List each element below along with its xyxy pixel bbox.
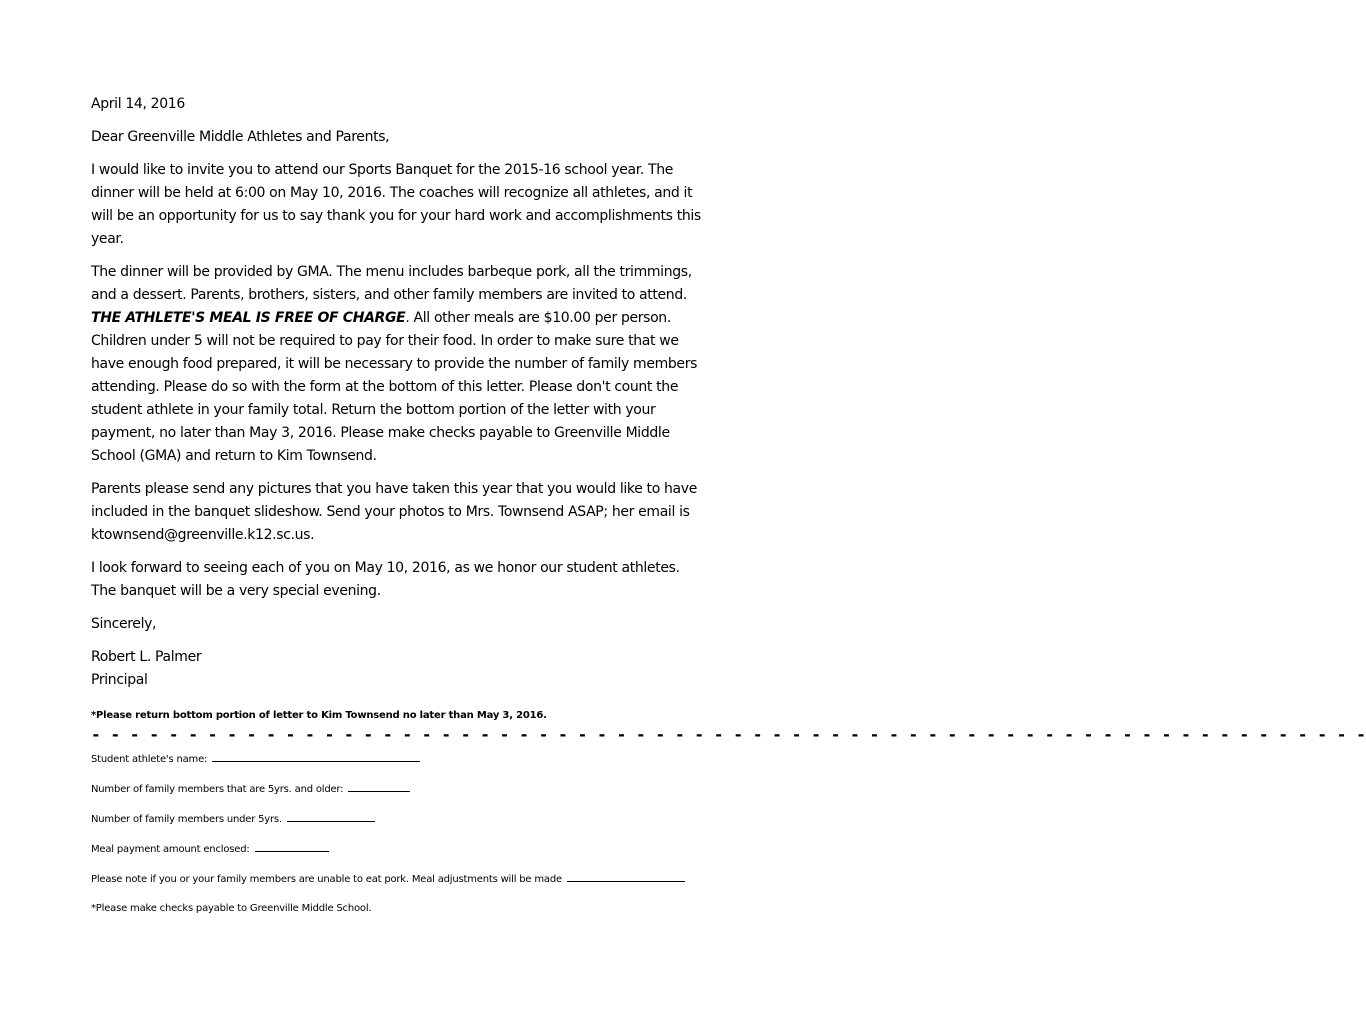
paragraph-dinner-details (91, 261, 698, 468)
paragraph-line: included in the banquet slideshow. Send your photos to Mrs. Townsend ASAP; her email is (91, 504, 690, 520)
family-5-older-row (91, 782, 681, 797)
paragraph-line: School (GMA) and return to Kim Townsend. (91, 448, 377, 464)
cut-line: - - - - - - - - - - - - - - - - - - - - - - - - - - - - - - - - - - - - - - - - - - - - - - - - - - - - - - - - - - - - - - - - - - (91, 725, 1366, 744)
paragraph-line: I would like to invite you to attend our Sports Banquet for the 2015-16 school year. The (91, 162, 674, 178)
letter-date: April 14, 2016 (91, 96, 185, 112)
paragraph-line: and a dessert. Parents, brothers, sisters, and other family members are invited to attend. (91, 287, 687, 303)
payment-row (91, 842, 681, 857)
email-address: ktownsend@greenville.k12.sc.us. (91, 527, 315, 543)
payment-label: Meal payment amount enclosed: (91, 844, 250, 855)
paragraph-line: The banquet will be a very special evening. (91, 583, 381, 599)
athlete-name-label: Student athlete's name: (91, 754, 208, 765)
signer-title: Principal (91, 672, 148, 688)
paragraph-invitation (91, 159, 701, 251)
family-under-5-label: Number of family members under 5yrs. (91, 814, 282, 825)
athlete-name-row (91, 752, 681, 767)
paragraph-line: Children under 5 will not be required to pay for their food. In order to make sure that we (91, 333, 679, 349)
meal-adjustment-field[interactable] (567, 872, 685, 882)
letter-page (91, 93, 1366, 916)
athlete-name-field[interactable] (212, 752, 420, 762)
paragraph-line: year. (91, 231, 124, 247)
payment-field[interactable] (255, 842, 329, 852)
letter-closing: Sincerely, (91, 616, 157, 632)
pork-note-row (91, 872, 681, 887)
pork-note-label: Please note if you or your family members are unable to eat pork. Meal adjustments will be made (91, 874, 562, 885)
checks-note: *Please make checks payable to Greenville Middle School. (91, 903, 372, 914)
family-5-older-label: Number of family members that are 5yrs. and older: (91, 784, 344, 795)
free-meal-emphasis: THE ATHLETE'S MEAL IS FREE OF CHARGE (91, 310, 406, 326)
paragraph-line: will be an opportunity for us to say thank you for your hard work and accomplishments this (91, 208, 701, 224)
paragraph-line: have enough food prepared, it will be necessary to provide the number of family members (91, 356, 698, 372)
paragraph-line: student athlete in your family total. Return the bottom portion of the letter with your (91, 402, 656, 418)
return-note: *Please return bottom portion of letter to Kim Townsend no later than May 3, 2016. (91, 710, 547, 721)
paragraph-line: dinner will be held at 6:00 on May 10, 2016. The coaches will recognize all athletes, and it (91, 185, 693, 201)
paragraph-pictures (91, 478, 697, 547)
meal-price-text: . All other meals are $10.00 per person. (405, 310, 671, 326)
family-under-5-row (91, 812, 681, 827)
paragraph-closing-remarks (91, 557, 681, 603)
paragraph-line: I look forward to seeing each of you on May 10, 2016, as we honor our student athletes. (91, 560, 680, 576)
signer-name: Robert L. Palmer (91, 649, 202, 665)
paragraph-line: Parents please send any pictures that you have taken this year that you would like to have (91, 481, 697, 497)
paragraph-line-emphasis (91, 307, 681, 330)
paragraph-line: attending. Please do so with the form at the bottom of this letter. Please don't count the (91, 379, 679, 395)
family-under-5-field[interactable] (287, 812, 375, 822)
paragraph-line: The dinner will be provided by GMA. The menu includes barbeque pork, all the trimmings, (91, 264, 692, 280)
paragraph-line: payment, no later than May 3, 2016. Please make checks payable to Greenville Middle (91, 425, 670, 441)
letter-salutation: Dear Greenville Middle Athletes and Parents, (91, 129, 390, 145)
family-5-older-field[interactable] (348, 782, 410, 792)
